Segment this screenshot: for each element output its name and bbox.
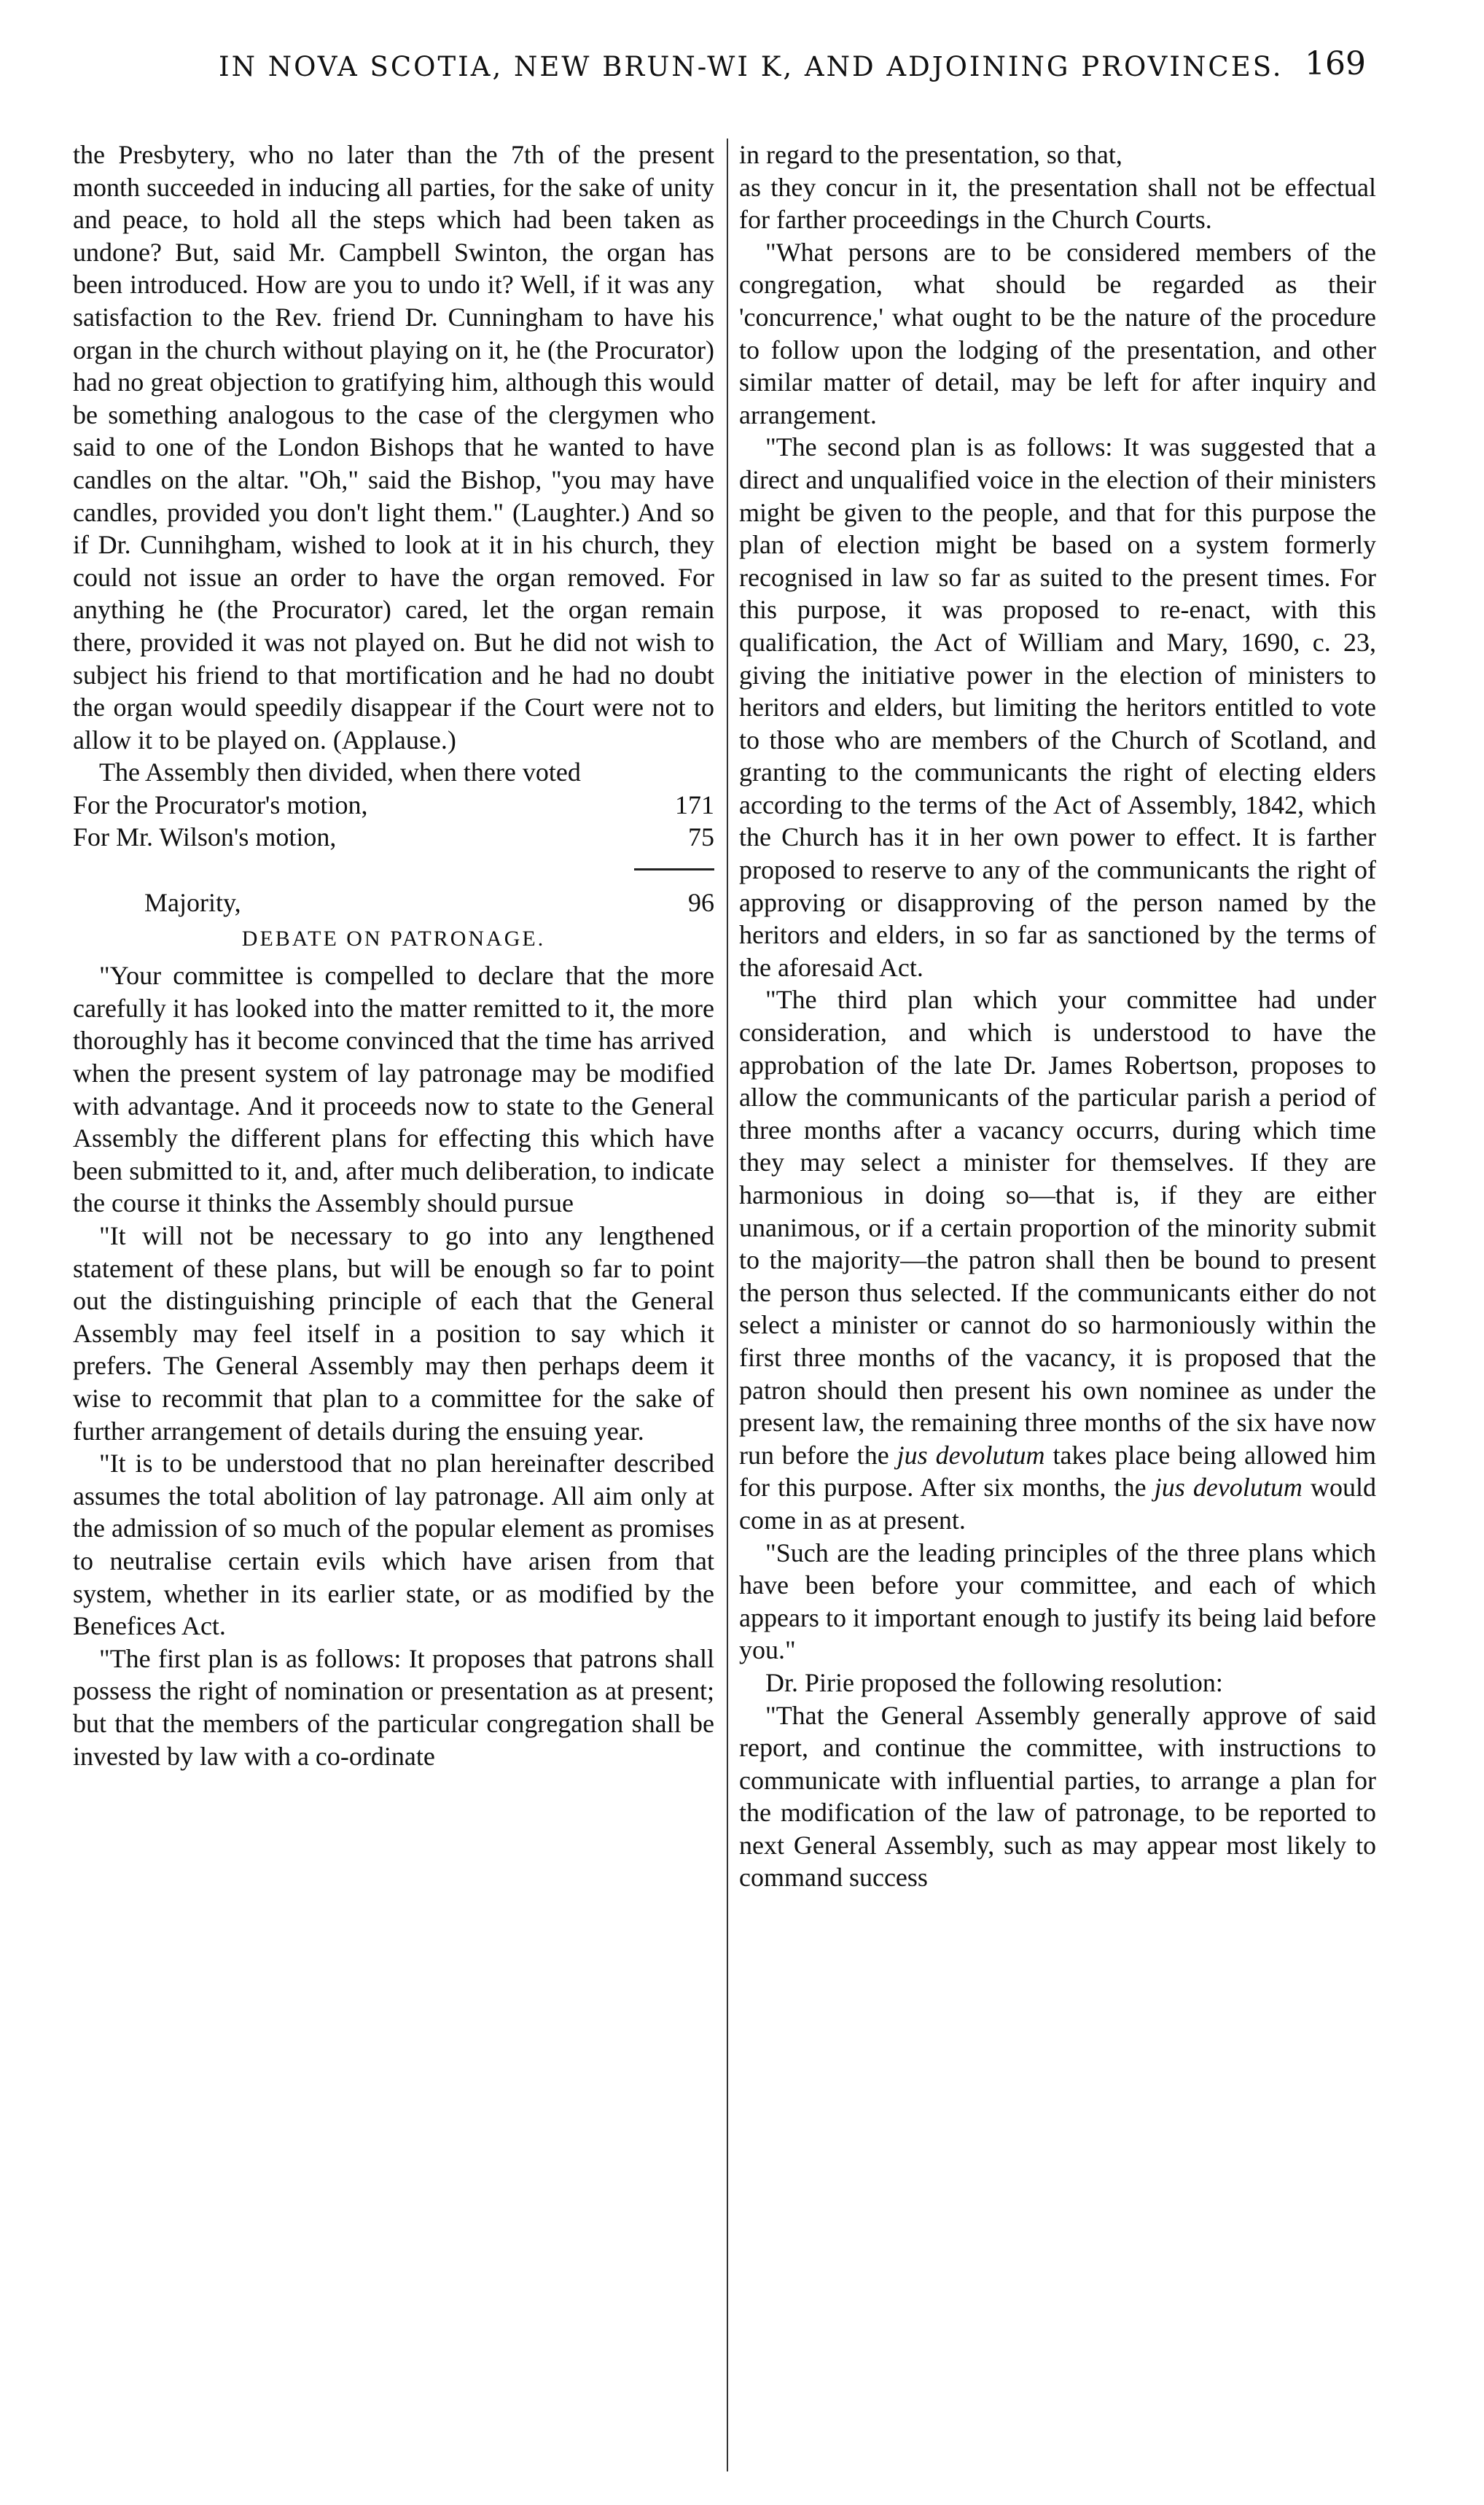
column-divider xyxy=(727,139,728,2471)
left-column xyxy=(73,139,714,1772)
paragraph: "It is to be understood that no plan hereinafter described assumes the total abolition of lay patronage. All aim only at the admission of so much of the popular element as promises to neutralise certain evils which have arisen from that system, whether in its earlier state, or as modified by the Benefices Act. xyxy=(73,1449,714,1641)
sum-rule xyxy=(73,854,714,887)
text-run: "The third plan which your committee had under consideration, and which is understood to have the approbation of the late Dr. James Robertson, proposes to allow the communicants of the particular parish a period of three months after a vacancy occurrs, during which time they may select a minister for themselves. If they are harmonious in doing so—that is, if they are either unanimous, or if a certain proportion of the minority submit to the majority—the patron shall then be bound to present the person thus selected. If the communicants either do not select a minister or cannot do so harmoniously within the first three months of the vacancy, it is proposed that the patron should then present his own nominee as under the present law, the remaining three months of the six have now run before the xyxy=(739,985,1376,1470)
vote-row xyxy=(73,789,714,822)
paragraph: "The first plan is as follows: It proposes that patrons shall possess the right of nomination or presentation as at present; but that the members of the particular congregation shall be invested by law with a co-ordinate xyxy=(73,1643,714,1771)
italic-term: jus devolutum xyxy=(897,1440,1045,1470)
running-head: IN NOVA SCOTIA, NEW BRUN-WI K, AND ADJOINING PROVINCES. xyxy=(219,51,1284,82)
page-header xyxy=(0,45,1484,102)
text-run: would come in as at present. xyxy=(739,1473,1376,1535)
majority-row xyxy=(73,887,714,919)
paragraph: "The second plan is as follows: It was suggested that a direct and unqualified voice in the election of their ministers might be given to the people, and that for this purpose the plan of election might be based on a system formerly recognised in law so far as suited to the present times. For this purpose, it was proposed to re-enact, with this qualification, the Act of William and Mary, 1690, c. 23, giving the initiative power in the election of ministers to heritors and elders, but limiting the heritors entitled to vote to those who are members of the Church of Scotland, and granting to the communicants the right of electing elders according to the terms of the Act of Assembly, 1842, which the Church has it in her own power to effect. It is farther proposed to reserve to any of the communicants the right of approving or disapproving of the person named by the heritors and elders, in so far as sanctioned by the terms of the aforesaid Act. xyxy=(739,432,1376,982)
majority-count: 96 xyxy=(688,887,714,917)
paragraph: "Your committee is compelled to declare that the more carefully it has looked into the matter remitted to it, the more thoroughly has it become convinced that the time has arrived when the present system of lay patronage may be modified with advantage. And it proceeds now to state to the General Assembly the different plans for effecting this which have been submitted to it, and, after much deliberation, to indicate the course it thinks the Assembly should pursue xyxy=(73,961,714,1218)
paragraph: "It will not be necessary to go into any lengthened statement of these plans, but will be enough so far to point out the distinguishing principle of each that the General Assembly may feel itself in a position to say which it prefers. The General Assembly may then perhaps deem it wise to recommit that plan to a committee for the sake of further arrangement of details during the ensuing year. xyxy=(73,1221,714,1446)
vote-count: 75 xyxy=(688,822,714,852)
paragraph: "Such are the leading principles of the three plans which have been before your committee, and each of which appears to it important enough to justify its being laid before you." xyxy=(739,1538,1376,1665)
paragraph: "That the General Assembly generally approve of said report, and continue the committee, with instructions to communicate with influential parties, to arrange a plan for the modification of the law of patronage, to be reported to next General Assembly, such as may appear most likely to command success xyxy=(739,1700,1376,1893)
vote-count: 171 xyxy=(675,790,714,819)
vote-label: For Mr. Wilson's motion, xyxy=(73,822,337,852)
text-run: takes place being allowed him for this purpose. After six months, the xyxy=(739,1440,1377,1503)
majority-label: Majority, xyxy=(144,887,241,917)
paragraph: as they concur in it, the presentation shall not be effectual for farther proceedings in the Church Courts. xyxy=(739,172,1376,235)
italic-term: jus devolutum xyxy=(1154,1473,1303,1503)
paragraph: Dr. Pirie proposed the following resolution: xyxy=(765,1667,1223,1697)
paragraph: "What persons are to be considered members of the congregation, what should be regarded as their 'concurrence,' what ought to be the nature of the procedure to follow upon the lodging of the presentation, and other similar matter of detail, may be left for after inquiry and arrangement. xyxy=(739,237,1376,429)
paragraph xyxy=(739,983,1376,1536)
vote-label: For the Procurator's motion, xyxy=(73,790,368,819)
paragraph: The Assembly then divided, when there voted xyxy=(99,757,581,787)
page-number: 169 xyxy=(1305,45,1366,82)
paragraph: the Presbytery, who no later than the 7th of the present month succeeded in inducing all parties, for the sake of unity and peace, to hold all the steps which had been taken as undone? But, said Mr. Campbell Swinton, the organ has been introduced. How are you to undo it? Well, if it was any satisfaction to the Rev. friend Dr. Cunningham to have his organ in the church without playing on it, he (the Procurator) had no great objection to gratifying him, although this would be something analogous to the case of the clergymen who said to one of the London Bishops that he wanted to have candles on the altar. "Oh," said the Bishop, "you may have candles, provided you don't light them." (Laughter.) And so if Dr. Cunnihgham, wished to look at it in his church, they could not issue an order to have the organ removed. For anything he (the Procurator) cared, let the organ remain there, provided it was not played on. But he did not wish to subject his friend to that mortification and he had no doubt the organ would speedily disappear if the Court were not to allow it to be played on. (Applause.) xyxy=(73,140,714,755)
vote-row xyxy=(73,821,714,854)
section-title: DEBATE ON PATRONAGE. xyxy=(241,927,546,951)
right-column xyxy=(739,139,1376,1894)
paragraph: in regard to the presentation, so that, xyxy=(739,140,1122,169)
